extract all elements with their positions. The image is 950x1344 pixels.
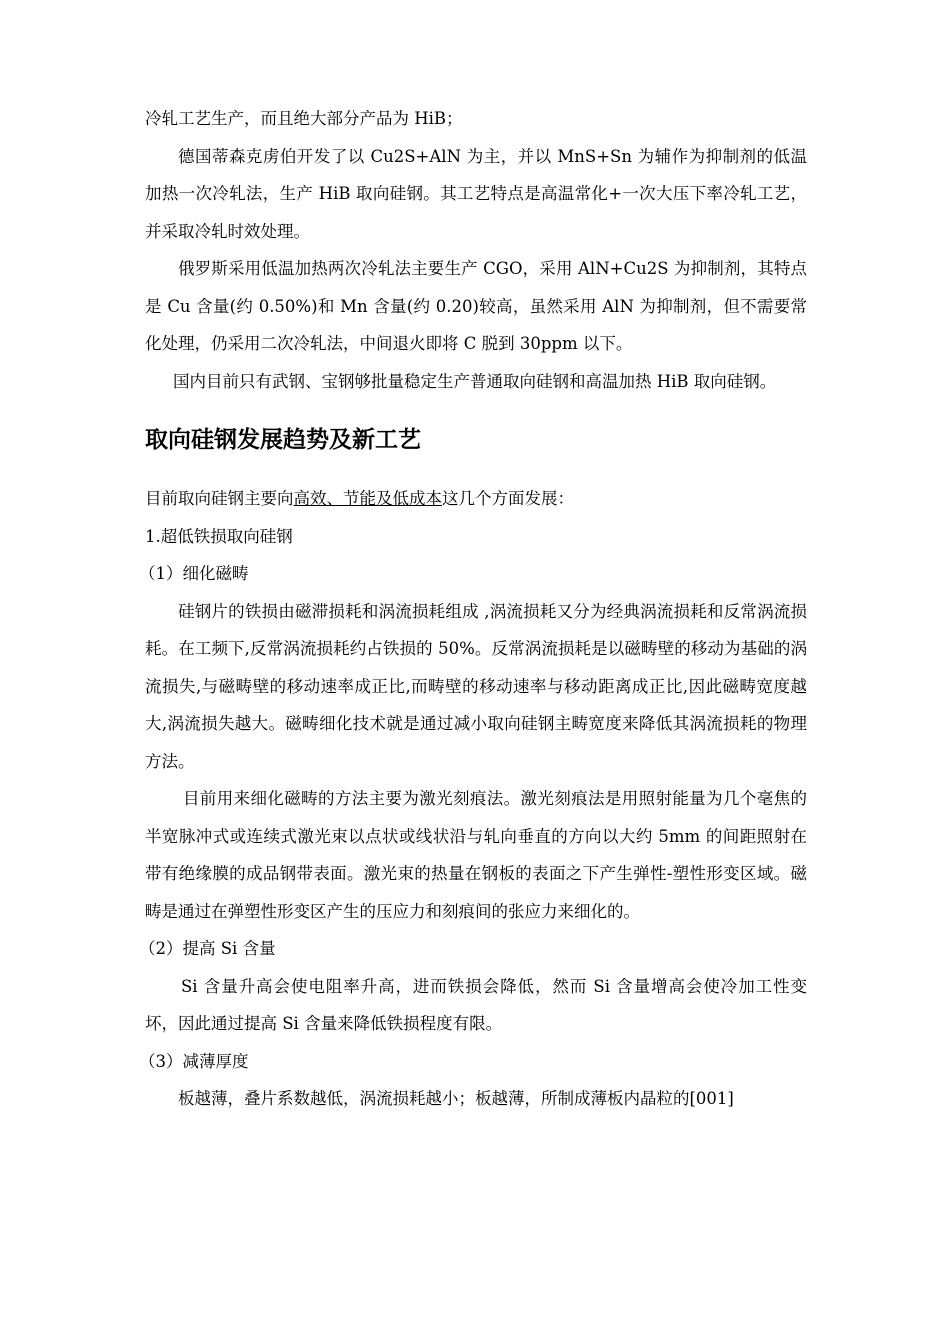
paragraph-thyssenkrupp: 德国蒂森克虏伯开发了以 Cu2S+AlN 为主，并以 MnS+Sn 为辅作为抑制剂的低温加热一次冷轧法，生产 HiB 取向硅钢。其工艺特点是高温常化+一次大压下率冷轧工艺，并采取冷轧时效处理。	[145, 146, 807, 241]
subheading-thickness: （3）减薄厚度	[139, 1051, 249, 1071]
paragraph-domestic: 国内目前只有武钢、宝钢够批量稳定生产普通取向硅钢和高温加热 HiB 取向硅钢。	[173, 371, 777, 391]
section-heading: 取向硅钢发展趋势及新工艺	[145, 427, 421, 453]
paragraph-si-content: Si 含量升高会使电阻率升高，进而铁损会降低，然而 Si 含量增高会使冷加工性变坏，因此通过提高 Si 含量来降低铁损程度有限。	[145, 976, 807, 1033]
intro-underlined-text: 高效、节能及低成本	[293, 489, 442, 508]
paragraph-laser-scribing: 目前用来细化磁畴的方法主要为激光刻痕法。激光刻痕法是用照射能量为几个毫焦的半宽脉冲式或连续式激光束以点状或线状沿与轧向垂直的方向以大约 5mm 的间距照射在带有绝缘膜的成品钢带表面。激光束的热量在钢板的表面之下产生弹性-塑性形变区域。磁畴是通过在弹塑性形变区产生的压应力和刻痕间的张应力来细化的。	[145, 789, 807, 921]
list-item-ultra-low-loss: 1.超低铁损取向硅钢	[145, 526, 293, 546]
document-content	[139, 100, 807, 1118]
subheading-si-content: （2）提高 Si 含量	[139, 939, 276, 958]
section-intro	[145, 480, 807, 518]
paragraph-hib-production: 冷轧工艺生产，而且绝大部分产品为 HiB；	[145, 109, 463, 128]
subheading-domain-refinement: （1）细化磁畴	[139, 564, 249, 583]
intro-text-before: 目前取向硅钢主要向	[145, 489, 294, 508]
intro-text-after: 这几个方面发展：	[442, 489, 574, 508]
paragraph-thickness: 板越薄，叠片系数越低，涡流损耗越小；板越薄，所制成薄板内晶粒的[001]	[178, 1089, 734, 1108]
paragraph-russia: 俄罗斯采用低温加热两次冷轧法主要生产 CGO，采用 AlN+Cu2S 为抑制剂，其特点是 Cu 含量(约 0.50%)和 Mn 含量(约 0.20)较高，虽然采用 AlN 为抑制剂，但不需要常化处理，仍采用二次冷轧法，中间退火即将 C 脱到 30ppm 以下。	[145, 259, 807, 353]
paragraph-iron-loss: 硅钢片的铁损由磁滞损耗和涡流损耗组成 ,涡流损耗又分为经典涡流损耗和反常涡流损耗。在工频下,反常涡流损耗约占铁损的 50%。反常涡流损耗是以磁畴壁的移动为基础的涡流损失,与磁畴壁的移动速率成正比,而畴壁的移动速率与移动距离成正比,因此磁畴宽度越大,涡流损失越大。磁畴细化技术就是通过减小取向硅钢主畴宽度来降低其涡流损耗的物理方法。	[145, 601, 807, 771]
